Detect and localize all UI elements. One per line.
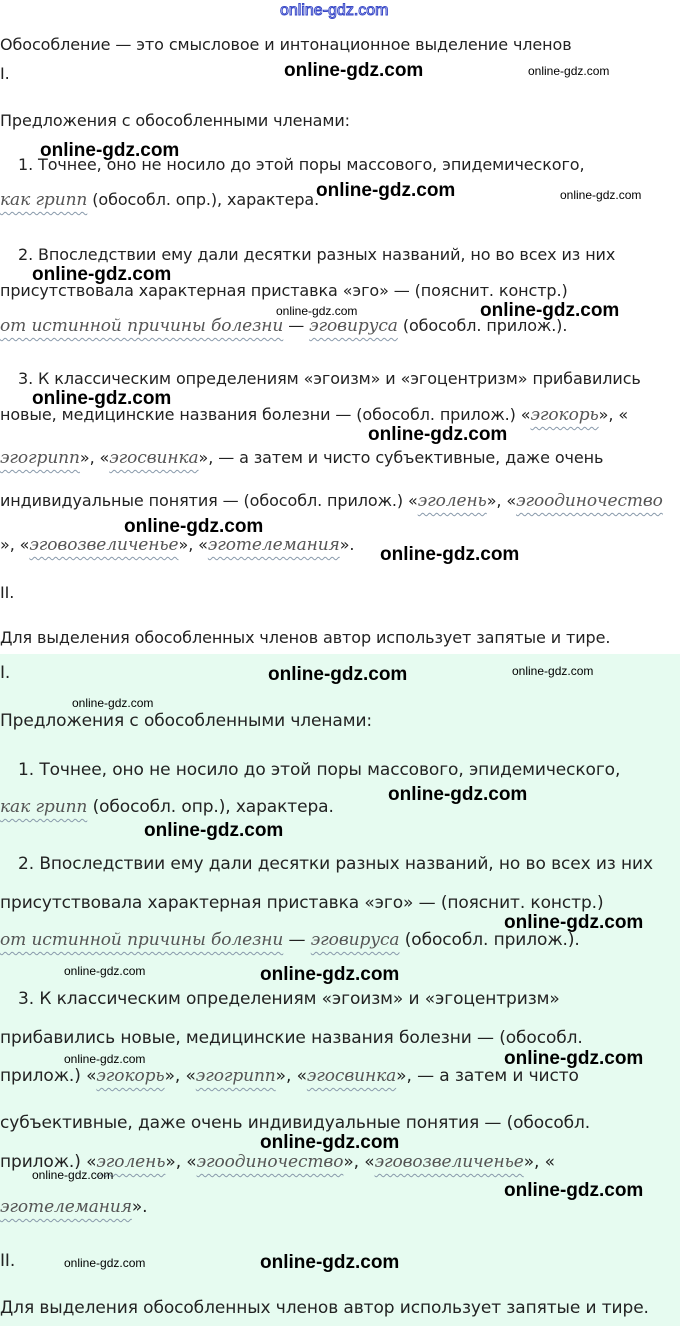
watermark: online-gdz.com — [260, 1132, 400, 1153]
s2-line2: присутствовала характерная приставка «эго» — (пояснит. констр.) — [0, 281, 568, 300]
s1-line2 — [0, 190, 319, 210]
g-s3-line5: прилож.) «эголень», «эгоодиночество», «эговозвеличенье», « — [0, 1152, 555, 1172]
s2-isolated-1: от истинной причины болезни — [0, 316, 284, 336]
watermark: online-gdz.com — [40, 140, 180, 161]
watermark: online-gdz.com — [284, 60, 424, 81]
g-roman-two: II. — [0, 1251, 16, 1271]
g-s3-isolated-3: эгосвинка — [306, 1066, 397, 1086]
watermark: online-gdz.com — [32, 1168, 114, 1182]
s3-isolated-5: эгоодиночество — [516, 491, 663, 511]
g-s2-line2: присутствовала характерная приставка «эго» — (пояснит. констр.) — [0, 893, 604, 913]
s3-line3: эгогрипп», «эгосвинка», — а затем и чисто субъективные, даже очень — [0, 448, 604, 468]
watermark: online-gdz.com — [124, 516, 264, 537]
watermark: online-gdz.com — [32, 264, 172, 285]
g-roman-one: I. — [0, 663, 11, 683]
g-s3-isolated-5: эгоодиночество — [196, 1152, 344, 1172]
g-s2-line1: 2. Впоследствии ему дали десятки разных названий, но во всех из них — [18, 854, 653, 874]
roman-two: II. — [0, 583, 15, 602]
g-s1-isolated-1: как грипп — [0, 797, 88, 817]
g-conclusion-text: Для выделения обособленных членов автор использует запятые и тире. — [0, 1298, 649, 1318]
g-s1-line2: как грипп (обособл. опр.), характера. — [0, 797, 334, 817]
watermark: online-gdz.com — [32, 388, 172, 409]
g-s2-line3: от истинной причины болезни — эговируса (обособл. прилож.). — [0, 930, 580, 950]
watermark: online-gdz.com — [388, 784, 528, 805]
s2-tail: (обособл. прилож.). — [397, 316, 568, 335]
watermark: online-gdz.com — [528, 64, 610, 78]
watermark: online-gdz.com — [480, 300, 620, 321]
g-s3-isolated-1: эгокорь — [96, 1066, 165, 1086]
watermark: online-gdz.com — [64, 964, 146, 978]
watermark: online-gdz.com — [504, 1180, 644, 1201]
g-s3-line1: 3. К классическим определениям «эгоизм» и «эгоцентризм» — [18, 989, 560, 1009]
s3-isolated-2: эгогрипп — [0, 448, 80, 468]
s1-tail: (обособл. опр.), характера. — [87, 190, 320, 209]
s3-isolated-6: эговозвеличенье — [29, 535, 179, 555]
s3-isolated-4: эголень — [417, 491, 487, 511]
g-s2-isolated-2: эговируса — [310, 930, 400, 950]
g-s3-line3: прилож.) «эгокорь», «эгогрипп», «эгосвинка», — а затем и чисто — [0, 1066, 579, 1086]
watermark: online-gdz.com — [144, 820, 284, 841]
g-s3-isolated-7: эготелемания — [0, 1197, 132, 1217]
s1-isolated-1: как грипп — [0, 190, 88, 210]
s3-isolated-1: эгокорь — [530, 405, 599, 425]
g-s3-isolated-6: эговозвеличенье — [374, 1152, 524, 1172]
watermark: online-gdz.com — [260, 964, 400, 985]
watermark: online-gdz.com — [504, 1048, 644, 1069]
watermark: online-gdz.com — [368, 424, 508, 445]
watermark: online-gdz.com — [268, 664, 408, 685]
watermark: online-gdz.com — [64, 1256, 146, 1270]
sentences-heading: Предложения с обособленными членами: — [0, 111, 350, 130]
watermark-top: online-gdz.com — [280, 2, 389, 19]
roman-one: I. — [0, 64, 10, 83]
s3-isolated-3: эгосвинка — [109, 448, 199, 468]
g-s2-isolated-1: от истинной причины болезни — [0, 930, 284, 950]
s3-isolated-7: эготелемания — [207, 535, 340, 555]
watermark: online-gdz.com — [504, 912, 644, 933]
g-s3-isolated-4: эголень — [96, 1152, 166, 1172]
g-s3-line6: эготелемания». — [0, 1197, 148, 1217]
s3-line2: новые, медицинские названия болезни — (обособл. прилож.) «эгокорь», « — [0, 405, 629, 425]
watermark: online-gdz.com — [512, 664, 594, 678]
watermark: online-gdz.com — [560, 188, 642, 202]
conclusion-text: Для выделения обособленных членов автор использует запятые и тире. — [0, 628, 611, 647]
s2-isolated-2: эговируса — [309, 316, 398, 336]
g-s3-isolated-2: эгогрипп — [195, 1066, 276, 1086]
s3-line1: 3. К классическим определениям «эгоизм» и «эгоцентризм» прибавились — [18, 369, 641, 388]
watermark: online-gdz.com — [380, 544, 520, 565]
watermark: online-gdz.com — [316, 180, 456, 201]
s2-dash: — — [283, 316, 310, 335]
intro-text: Обособление — это смысловое и интонационное выделение членов — [0, 35, 572, 54]
watermark: online-gdz.com — [64, 1052, 146, 1066]
s3-line4: индивидуальные понятия — (обособл. прилож.) «эголень», «эгоодиночество — [0, 491, 663, 511]
watermark: online-gdz.com — [260, 1252, 400, 1273]
s3-line5: », «эговозвеличенье», «эготелемания». — [0, 535, 355, 555]
g-sentences-heading: Предложения с обособленными членами: — [0, 711, 373, 731]
s2-line1: 2. Впоследствии ему дали десятки разных названий, но во всех из них — [18, 245, 616, 264]
g-s1-line1: 1. Точнее, оно не носило до этой поры массового, эпидемического, — [18, 760, 621, 780]
g-s3-line4: субъективные, даже очень индивидуальные понятия — (обособл. — [0, 1113, 591, 1133]
watermark: online-gdz.com — [72, 696, 154, 710]
g-s3-line2: прибавились новые, медицинские названия болезни — (обособл. — [0, 1028, 583, 1048]
s1-line1: 1. Точнее, оно не носило до этой поры массового, эпидемического, — [18, 155, 585, 174]
watermark: online-gdz.com — [276, 304, 358, 318]
